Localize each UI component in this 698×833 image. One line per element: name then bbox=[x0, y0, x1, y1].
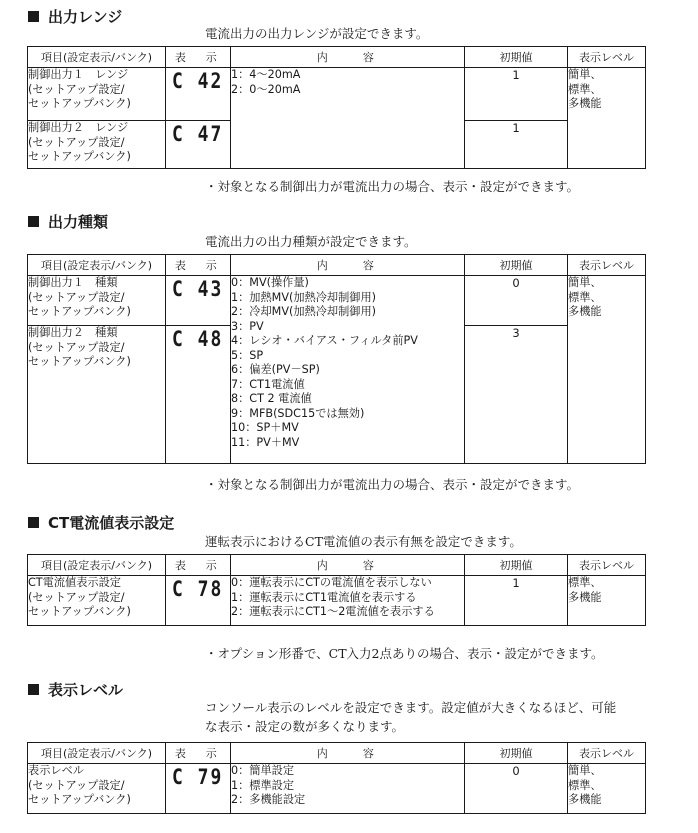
content-cell: 0：簡単設定 1：標準設定 2：多機能設定 bbox=[231, 764, 465, 814]
item-cell: 制御出力１ レンジ (セットアップ設定/ セットアップバンク) bbox=[28, 68, 166, 121]
initial-value-cell: 0 bbox=[465, 764, 568, 814]
item-cell: 制御出力１ 種類 (セットアップ設定/ セットアップバンク) bbox=[28, 276, 166, 326]
section-heading: CT電流値表示設定 bbox=[28, 512, 174, 533]
header-initial: 初期値 bbox=[465, 255, 568, 276]
table-header-row bbox=[28, 47, 646, 68]
header-item: 項目(設定表示/バンク) bbox=[28, 555, 166, 576]
level-cell: 簡単、 標準、 多機能 bbox=[568, 764, 646, 814]
item-cell: 制御出力２ レンジ (セットアップ設定/ セットアップバンク) bbox=[28, 121, 166, 169]
display-code: C 42 bbox=[172, 69, 224, 94]
display-code: C 78 bbox=[172, 577, 224, 602]
content-cell: 0：運転表示にCTの電流値を表示しない 1：運転表示にCT1電流値を表示する 2：運転表示にCT1～2電流値を表示する bbox=[231, 576, 465, 626]
square-bullet-icon bbox=[28, 216, 39, 227]
square-bullet-icon bbox=[28, 517, 39, 528]
header-content: 内 容 bbox=[231, 47, 465, 68]
table-row bbox=[28, 68, 646, 121]
display-code-cell bbox=[166, 764, 231, 814]
square-bullet-icon bbox=[28, 11, 39, 22]
display-code: C 43 bbox=[172, 277, 224, 302]
content-cell: 1：4～20mA 2：0～20mA bbox=[231, 68, 465, 169]
content-cell: 0：MV(操作量) 1：加熱MV(加熱冷却制御用) 2：冷却MV(加熱冷却制御用) 3：PV 4：レシオ・バイアス・フィルタ前PV 5：SP 6：偏差(PV－SP) 7：CT1電流値 8：CT 2 電流値 9：MFB(SDC15では無効) 10：SP＋MV 11：PV＋MV bbox=[231, 276, 465, 464]
display-code-cell bbox=[166, 276, 231, 326]
header-display: 表 示 bbox=[166, 555, 231, 576]
display-code: C 48 bbox=[172, 327, 224, 352]
section-description: 運転表示におけるCT電流値の表示有無を設定できます。 bbox=[205, 534, 522, 549]
table-row bbox=[28, 764, 646, 814]
initial-value-cell: 0 bbox=[465, 276, 568, 326]
header-initial: 初期値 bbox=[465, 743, 568, 764]
display-code: C 79 bbox=[172, 765, 224, 790]
header-initial: 初期値 bbox=[465, 47, 568, 68]
header-level: 表示レベル bbox=[568, 743, 646, 764]
header-content: 内 容 bbox=[231, 555, 465, 576]
header-level: 表示レベル bbox=[568, 255, 646, 276]
display-code-cell bbox=[166, 121, 231, 169]
header-level: 表示レベル bbox=[568, 555, 646, 576]
item-cell: 制御出力２ 種類 (セットアップ設定/ セットアップバンク) bbox=[28, 326, 166, 464]
display-code-cell bbox=[166, 68, 231, 121]
header-content: 内 容 bbox=[231, 255, 465, 276]
display-code-cell bbox=[166, 576, 231, 626]
header-item: 項目(設定表示/バンク) bbox=[28, 255, 166, 276]
table-header-row bbox=[28, 255, 646, 276]
table-row bbox=[28, 276, 646, 326]
initial-value-cell: 1 bbox=[465, 576, 568, 626]
header-display: 表 示 bbox=[166, 743, 231, 764]
initial-value-cell: 3 bbox=[465, 326, 568, 464]
header-level: 表示レベル bbox=[568, 47, 646, 68]
header-item: 項目(設定表示/バンク) bbox=[28, 47, 166, 68]
section-description: 電流出力の出力レンジが設定できます。 bbox=[205, 26, 429, 41]
level-cell: 簡単、 標準、 多機能 bbox=[568, 276, 646, 464]
section-note: ・対象となる制御出力が電流出力の場合、表示・設定ができます。 bbox=[205, 179, 580, 194]
level-cell: 標準、 多機能 bbox=[568, 576, 646, 626]
header-display: 表 示 bbox=[166, 255, 231, 276]
display-code: C 47 bbox=[172, 122, 224, 147]
header-content: 内 容 bbox=[231, 743, 465, 764]
spec-table bbox=[27, 554, 646, 626]
section-heading: 出力種類 bbox=[28, 211, 108, 232]
section-description: 電流出力の出力種類が設定できます。 bbox=[205, 234, 417, 249]
section-heading: 表示レベル bbox=[28, 679, 123, 700]
table-header-row bbox=[28, 555, 646, 576]
level-cell: 簡単、 標準、 多機能 bbox=[568, 68, 646, 169]
spec-table bbox=[27, 46, 646, 169]
initial-value-cell: 1 bbox=[465, 68, 568, 121]
section-description: コンソール表示のレベルを設定できます。設定値が大きくなるほど、可能 な表示・設定の数が多くなります。 bbox=[205, 700, 617, 734]
spec-table bbox=[27, 742, 646, 814]
section-note: ・オプション形番で、CT入力2点ありの場合、表示・設定ができます。 bbox=[205, 646, 604, 661]
header-initial: 初期値 bbox=[465, 555, 568, 576]
table-header-row bbox=[28, 743, 646, 764]
display-code-cell bbox=[166, 326, 231, 464]
initial-value-cell: 1 bbox=[465, 121, 568, 169]
item-cell: CT電流値表示設定 (セットアップ設定/ セットアップバンク) bbox=[28, 576, 166, 626]
square-bullet-icon bbox=[28, 684, 39, 695]
section-heading: 出力レンジ bbox=[28, 6, 122, 27]
spec-table bbox=[27, 254, 646, 464]
section-note: ・対象となる制御出力が電流出力の場合、表示・設定ができます。 bbox=[205, 477, 580, 492]
header-item: 項目(設定表示/バンク) bbox=[28, 743, 166, 764]
header-display: 表 示 bbox=[166, 47, 231, 68]
table-row bbox=[28, 576, 646, 626]
item-cell: 表示レベル (セットアップ設定/ セットアップバンク) bbox=[28, 764, 166, 814]
